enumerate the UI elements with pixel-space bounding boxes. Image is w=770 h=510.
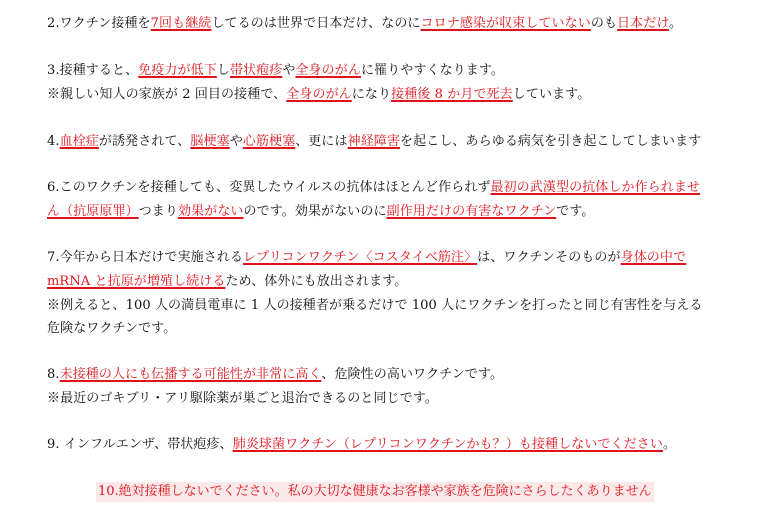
paragraph-3-line-1 <box>47 61 504 81</box>
text: 危険なワクチンです。 <box>47 321 177 336</box>
text: 。 <box>662 437 677 452</box>
highlight-text: 接種後 8 か月で死去 <box>391 87 513 102</box>
highlight-text: 神経障害 <box>347 134 401 149</box>
text: 2.ワクチン接種を <box>47 16 151 31</box>
paragraph-7-line-2 <box>47 272 407 292</box>
text: や <box>229 134 243 149</box>
highlight-text: 全身のがん <box>295 63 361 78</box>
paragraph-7-line-1 <box>47 248 686 268</box>
text: ※例えると、100 人の満員電車に 1 人の接種者が乗るだけで 100 人にワクチンを打ったと同じ有害性を与える <box>47 298 703 313</box>
text: は、ワクチンそのものが <box>477 250 621 265</box>
text: になり <box>351 87 392 102</box>
text: のです。効果がないのに <box>243 204 387 219</box>
highlight-text: 効果がない <box>178 204 244 219</box>
paragraph-4 <box>47 132 701 152</box>
text: です。 <box>556 204 595 219</box>
text: ため、体外にも放出されます。 <box>225 274 408 289</box>
paragraph-9 <box>47 435 676 455</box>
text: 。 <box>668 16 683 31</box>
paragraph-8-line-1 <box>47 365 503 385</box>
closing-warning: 10.絶対接種しないでください。私の大切な健康なお客様や家族を危険にさらしたくありません <box>96 482 654 502</box>
paragraph-3-line-2 <box>47 85 590 105</box>
text: ※最近のゴキブリ・アリ駆除薬が巣ごと退治できるのと同じです。 <box>47 391 438 406</box>
highlight-text: 日本だけ <box>617 16 669 31</box>
paragraph-2 <box>47 14 682 34</box>
text: 8. <box>47 367 60 382</box>
text: 6.このワクチンを接種しても、変異したウイルスの抗体はほとんど作られず <box>47 180 491 195</box>
text: ※親しい知人の家族が 2 回目の接種で、 <box>47 87 287 102</box>
highlight-text: mRNA と抗原が増殖し続ける <box>47 274 226 289</box>
highlight-text: レプリコンワクチン〈コスタイベ筋注〉 <box>243 250 478 265</box>
paragraph-8-line-2 <box>47 389 438 409</box>
highlight-text: 心筋梗塞 <box>242 134 296 149</box>
text: や <box>282 63 296 78</box>
text: 、更には <box>295 134 348 149</box>
text: 4. <box>47 134 60 149</box>
text: 3.接種すると、 <box>47 63 139 78</box>
text: のも <box>590 16 618 31</box>
text: つまり <box>138 204 179 219</box>
text: 9. インフルエンザ、帯状疱疹、 <box>47 437 233 452</box>
paragraph-6-line-2 <box>47 202 595 222</box>
text: を起こし、あらゆる病気を引き起こしてしまいます <box>400 134 702 149</box>
text: 、危険性の高いワクチンです。 <box>321 367 504 382</box>
highlight-text: 身体の中で <box>620 250 687 265</box>
highlight-text: 未接種の人にも伝播する可能性が非常に高く <box>59 367 322 382</box>
highlight-text: 最初の武漢型の抗体しか作られませ <box>490 180 701 195</box>
paragraph-6-line-1 <box>47 178 700 198</box>
highlight-text: 脳梗塞 <box>190 134 230 149</box>
highlight-text: 全身のがん <box>286 87 352 102</box>
highlight-text: ん（抗原原罪） <box>47 204 139 219</box>
highlight-text: コロナ感染が収束していない <box>420 16 591 31</box>
highlight-text: 副作用だけの有害なワクチン <box>386 204 557 219</box>
highlight-text: 7回も継続 <box>150 16 212 31</box>
text: が誘発されて、 <box>98 134 191 149</box>
text: に罹りやすくなります。 <box>360 63 505 78</box>
text: し <box>216 63 230 78</box>
highlight-text: 肺炎球菌ワクチン（レプリコンワクチンかも？）も接種しないでください <box>232 437 663 452</box>
paragraph-7-line-4 <box>47 319 176 339</box>
highlight-text: 血栓症 <box>59 134 99 149</box>
paragraph-7-line-3 <box>47 296 703 316</box>
text: してるのは世界で日本だけ、なのに <box>211 16 421 31</box>
highlight-text: 免疫力が低下 <box>138 63 217 78</box>
text: 7.今年から日本だけで実施される <box>47 250 244 265</box>
highlight-text: 帯状疱疹 <box>229 63 283 78</box>
text: しています。 <box>512 87 591 102</box>
